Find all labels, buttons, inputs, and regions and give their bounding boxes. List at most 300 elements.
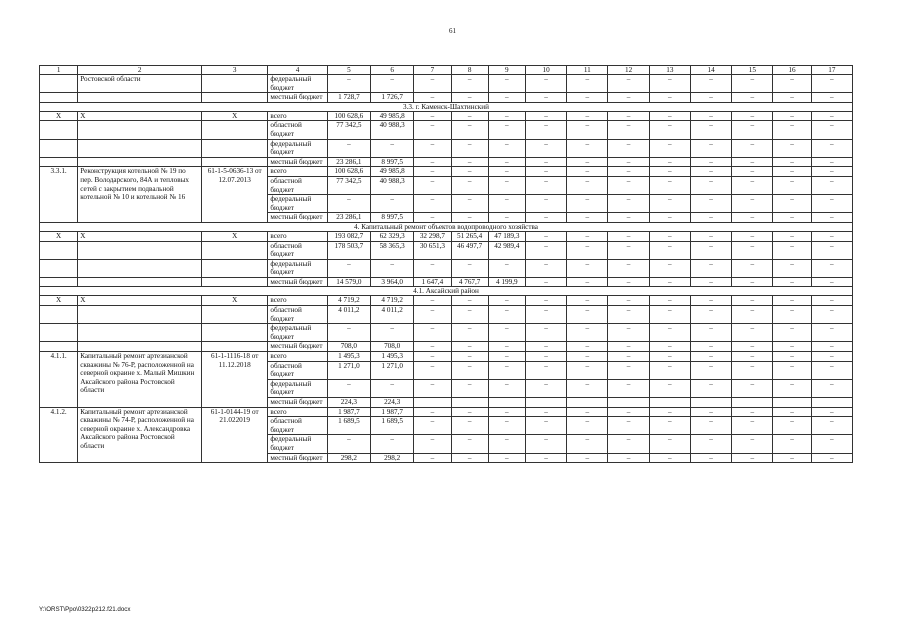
value-cell: –	[732, 435, 773, 453]
table-row	[40, 324, 853, 342]
value-cell: –	[451, 453, 488, 463]
budget-source-cell: областной бюджет	[268, 121, 327, 139]
value-cell: –	[732, 139, 773, 157]
value-cell: 1 689,5	[371, 417, 414, 435]
value-cell: –	[608, 75, 649, 93]
value-cell: –	[608, 342, 649, 352]
document-ref-cell: X	[201, 111, 267, 121]
value-cell: –	[525, 435, 566, 453]
section-heading-row	[40, 102, 853, 111]
value-cell: –	[811, 361, 852, 379]
value-cell: –	[488, 324, 525, 342]
object-name-cell: X	[78, 111, 202, 121]
value-cell: 32 298,7	[414, 231, 451, 241]
value-cell: –	[732, 75, 773, 93]
value-cell: 4 199,9	[488, 277, 525, 287]
value-cell: –	[811, 342, 852, 352]
document-ref-cell	[201, 75, 267, 93]
value-cell: –	[773, 361, 811, 379]
value-cell	[608, 398, 649, 408]
item-number-cell	[40, 259, 78, 277]
value-cell: –	[732, 93, 773, 103]
object-name-cell: X	[78, 231, 202, 241]
item-number-cell	[40, 157, 78, 167]
budget-table	[39, 65, 853, 463]
budget-source-cell: всего	[268, 111, 327, 121]
value-cell: –	[649, 379, 690, 397]
value-cell: 298,2	[327, 453, 370, 463]
column-number: 10	[525, 66, 566, 75]
value-cell: –	[327, 259, 370, 277]
table-row	[40, 407, 853, 417]
document-ref-cell: 61-1-5-0636-13 от 12.07.2013	[201, 167, 267, 223]
value-cell: –	[608, 324, 649, 342]
value-cell: –	[649, 342, 690, 352]
value-cell: –	[451, 167, 488, 177]
value-cell: –	[451, 75, 488, 93]
object-name-cell	[78, 342, 202, 352]
value-cell: –	[690, 75, 731, 93]
value-cell: 1 495,3	[371, 352, 414, 362]
value-cell: –	[608, 139, 649, 157]
value-cell: –	[690, 453, 731, 463]
value-cell: –	[690, 435, 731, 453]
value-cell: –	[773, 75, 811, 93]
value-cell: –	[414, 342, 451, 352]
value-cell: –	[732, 361, 773, 379]
object-name-cell: Капитальный ремонт артезианской скважины № 74-Р, расположенной на северной окраине х. Александровка Аксайского района Ростовской области	[78, 407, 202, 463]
value-cell: –	[567, 277, 608, 287]
value-cell: –	[608, 176, 649, 194]
value-cell: –	[811, 379, 852, 397]
value-cell: –	[414, 111, 451, 121]
column-number: 7	[414, 66, 451, 75]
value-cell: –	[567, 453, 608, 463]
object-name-cell	[78, 241, 202, 259]
budget-source-cell: местный бюджет	[268, 342, 327, 352]
value-cell: –	[525, 241, 566, 259]
value-cell: –	[414, 259, 451, 277]
budget-source-cell: федеральный бюджет	[268, 75, 327, 93]
value-cell: –	[451, 121, 488, 139]
value-cell: –	[567, 352, 608, 362]
value-cell: 4 011,2	[371, 306, 414, 324]
value-cell: –	[690, 342, 731, 352]
table-row	[40, 167, 853, 177]
table-row	[40, 111, 853, 121]
budget-source-cell: областной бюджет	[268, 241, 327, 259]
value-cell: –	[690, 231, 731, 241]
value-cell: –	[525, 306, 566, 324]
value-cell: 224,3	[371, 398, 414, 408]
value-cell: –	[488, 167, 525, 177]
value-cell: 77 342,5	[327, 121, 370, 139]
value-cell: –	[732, 157, 773, 167]
value-cell: –	[488, 342, 525, 352]
value-cell: –	[690, 167, 731, 177]
page-number: 61	[449, 27, 456, 35]
value-cell: –	[608, 111, 649, 121]
value-cell	[488, 398, 525, 408]
object-name-cell	[78, 121, 202, 139]
item-number-cell	[40, 241, 78, 259]
column-number: 3	[201, 66, 267, 75]
table-row	[40, 139, 853, 157]
value-cell: –	[525, 213, 566, 223]
value-cell: 4 719,2	[327, 296, 370, 306]
value-cell: 30 651,3	[414, 241, 451, 259]
value-cell: –	[451, 296, 488, 306]
value-cell: 193 082,7	[327, 231, 370, 241]
document-ref-cell	[201, 306, 267, 324]
value-cell: –	[327, 139, 370, 157]
budget-source-cell: местный бюджет	[268, 398, 327, 408]
value-cell: –	[649, 167, 690, 177]
value-cell: –	[811, 111, 852, 121]
value-cell: –	[567, 93, 608, 103]
value-cell: 100 628,6	[327, 167, 370, 177]
value-cell: 40 988,3	[371, 176, 414, 194]
value-cell: 708,0	[327, 342, 370, 352]
value-cell: –	[567, 296, 608, 306]
value-cell: –	[773, 231, 811, 241]
item-number-cell: 4.1.1.	[40, 352, 78, 408]
item-number-cell: X	[40, 231, 78, 241]
value-cell: –	[773, 176, 811, 194]
value-cell: –	[567, 324, 608, 342]
value-cell: 1 987,7	[327, 407, 370, 417]
value-cell: –	[451, 306, 488, 324]
column-number: 2	[78, 66, 202, 75]
value-cell: –	[649, 361, 690, 379]
value-cell: –	[649, 231, 690, 241]
value-cell: –	[811, 75, 852, 93]
document-ref-cell	[201, 93, 267, 103]
value-cell: –	[451, 176, 488, 194]
value-cell: 4 767,7	[451, 277, 488, 287]
budget-source-cell: областной бюджет	[268, 417, 327, 435]
budget-source-cell: всего	[268, 231, 327, 241]
value-cell: –	[488, 157, 525, 167]
value-cell: –	[732, 167, 773, 177]
value-cell: –	[773, 241, 811, 259]
budget-source-cell: местный бюджет	[268, 157, 327, 167]
budget-source-cell: федеральный бюджет	[268, 324, 327, 342]
column-number: 16	[773, 66, 811, 75]
value-cell: –	[608, 195, 649, 213]
column-number: 4	[268, 66, 327, 75]
budget-source-cell: областной бюджет	[268, 306, 327, 324]
value-cell: –	[773, 342, 811, 352]
value-cell: –	[649, 121, 690, 139]
value-cell: –	[327, 75, 370, 93]
value-cell: –	[525, 93, 566, 103]
section-heading: 3.3. г. Каменск-Шахтинский	[40, 102, 853, 111]
value-cell: 100 628,6	[327, 111, 370, 121]
value-cell: –	[525, 121, 566, 139]
value-cell: –	[488, 176, 525, 194]
value-cell: –	[690, 352, 731, 362]
value-cell: –	[567, 241, 608, 259]
budget-source-cell: всего	[268, 407, 327, 417]
value-cell: 77 342,5	[327, 176, 370, 194]
value-cell: –	[608, 241, 649, 259]
value-cell: 3 964,0	[371, 277, 414, 287]
value-cell: –	[811, 435, 852, 453]
value-cell: –	[773, 167, 811, 177]
value-cell: –	[732, 213, 773, 223]
value-cell: –	[608, 93, 649, 103]
value-cell	[414, 398, 451, 408]
value-cell: –	[608, 231, 649, 241]
value-cell: –	[567, 195, 608, 213]
item-number-cell: X	[40, 111, 78, 121]
object-name-cell	[78, 139, 202, 157]
item-number-cell	[40, 139, 78, 157]
value-cell: –	[488, 296, 525, 306]
value-cell: –	[690, 296, 731, 306]
value-cell: –	[488, 379, 525, 397]
value-cell: –	[773, 296, 811, 306]
value-cell: 4 011,2	[327, 306, 370, 324]
value-cell: –	[525, 139, 566, 157]
value-cell: –	[649, 324, 690, 342]
value-cell: –	[773, 417, 811, 435]
value-cell: –	[414, 296, 451, 306]
value-cell: –	[649, 213, 690, 223]
value-cell: –	[690, 306, 731, 324]
value-cell: –	[608, 379, 649, 397]
section-heading: 4. Капитальный ремонт объектов водопроводного хозяйства	[40, 222, 853, 231]
value-cell: –	[649, 417, 690, 435]
value-cell: –	[327, 195, 370, 213]
value-cell: –	[811, 139, 852, 157]
file-path-footer: Y:\ORST\Ppo\0322p212.f21.docx	[39, 606, 131, 613]
budget-source-cell: местный бюджет	[268, 277, 327, 287]
value-cell: 708,0	[371, 342, 414, 352]
document-ref-cell: 61-1-0144-19 от 21.022019	[201, 407, 267, 463]
value-cell: –	[690, 259, 731, 277]
value-cell: –	[451, 213, 488, 223]
value-cell: –	[451, 111, 488, 121]
value-cell: –	[690, 93, 731, 103]
value-cell: –	[414, 306, 451, 324]
value-cell: –	[732, 306, 773, 324]
value-cell: –	[608, 306, 649, 324]
value-cell: –	[690, 379, 731, 397]
value-cell: –	[451, 342, 488, 352]
object-name-cell: Реконструкция котельной № 19 по пер. Володарского, 84А и тепловых сетей с закрытием подвальной котельной № 10 и котельной № 16	[78, 167, 202, 223]
table-row	[40, 121, 853, 139]
value-cell: –	[732, 296, 773, 306]
value-cell: –	[371, 195, 414, 213]
value-cell: –	[732, 231, 773, 241]
table-row	[40, 352, 853, 362]
value-cell: –	[371, 75, 414, 93]
value-cell: 1 689,5	[327, 417, 370, 435]
value-cell: –	[649, 139, 690, 157]
value-cell: –	[451, 195, 488, 213]
value-cell: –	[488, 195, 525, 213]
item-number-cell	[40, 75, 78, 93]
value-cell: –	[567, 361, 608, 379]
value-cell: –	[488, 453, 525, 463]
table-row	[40, 231, 853, 241]
value-cell: 40 988,3	[371, 121, 414, 139]
value-cell: –	[773, 324, 811, 342]
value-cell: –	[567, 139, 608, 157]
table-row	[40, 259, 853, 277]
value-cell: –	[414, 157, 451, 167]
value-cell: –	[649, 241, 690, 259]
value-cell: –	[608, 277, 649, 287]
column-number: 15	[732, 66, 773, 75]
value-cell: –	[525, 407, 566, 417]
value-cell: –	[811, 157, 852, 167]
value-cell: –	[525, 111, 566, 121]
table-row	[40, 342, 853, 352]
budget-source-cell: местный бюджет	[268, 453, 327, 463]
budget-source-cell: федеральный бюджет	[268, 259, 327, 277]
value-cell: 47 189,3	[488, 231, 525, 241]
value-cell: –	[608, 213, 649, 223]
value-cell: –	[649, 296, 690, 306]
value-cell: –	[327, 435, 370, 453]
value-cell: –	[414, 324, 451, 342]
budget-source-cell: областной бюджет	[268, 176, 327, 194]
value-cell: 49 985,8	[371, 111, 414, 121]
value-cell: –	[811, 213, 852, 223]
value-cell: –	[811, 259, 852, 277]
value-cell: –	[488, 259, 525, 277]
document-ref-cell	[201, 139, 267, 157]
value-cell: –	[649, 306, 690, 324]
value-cell: –	[488, 306, 525, 324]
value-cell: –	[732, 453, 773, 463]
value-cell: –	[525, 379, 566, 397]
value-cell: –	[488, 111, 525, 121]
value-cell: –	[488, 417, 525, 435]
value-cell: –	[567, 435, 608, 453]
value-cell: –	[451, 361, 488, 379]
budget-source-cell: местный бюджет	[268, 213, 327, 223]
value-cell: –	[525, 277, 566, 287]
value-cell: –	[649, 75, 690, 93]
value-cell: –	[732, 259, 773, 277]
value-cell: –	[525, 75, 566, 93]
value-cell: –	[488, 435, 525, 453]
object-name-cell	[78, 306, 202, 324]
value-cell: –	[732, 324, 773, 342]
column-number: 8	[451, 66, 488, 75]
value-cell: –	[608, 121, 649, 139]
section-heading-row	[40, 222, 853, 231]
value-cell: –	[371, 379, 414, 397]
value-cell	[525, 398, 566, 408]
table-row	[40, 93, 853, 103]
value-cell: –	[327, 379, 370, 397]
value-cell: –	[649, 407, 690, 417]
value-cell: –	[451, 259, 488, 277]
value-cell: –	[690, 361, 731, 379]
value-cell: –	[567, 417, 608, 435]
value-cell: –	[773, 352, 811, 362]
value-cell: –	[414, 407, 451, 417]
value-cell: –	[732, 342, 773, 352]
value-cell: –	[451, 93, 488, 103]
value-cell: –	[451, 352, 488, 362]
item-number-cell: X	[40, 296, 78, 306]
value-cell: –	[649, 277, 690, 287]
value-cell: –	[414, 213, 451, 223]
value-cell	[649, 398, 690, 408]
value-cell: –	[451, 379, 488, 397]
value-cell: –	[811, 176, 852, 194]
value-cell: –	[690, 176, 731, 194]
value-cell: –	[525, 195, 566, 213]
value-cell: –	[608, 435, 649, 453]
document-ref-cell	[201, 324, 267, 342]
value-cell: –	[451, 407, 488, 417]
value-cell: –	[732, 241, 773, 259]
object-name-cell: Ростовской области	[78, 75, 202, 93]
value-cell: –	[567, 111, 608, 121]
value-cell: –	[732, 121, 773, 139]
value-cell: –	[773, 139, 811, 157]
column-number: 5	[327, 66, 370, 75]
value-cell: –	[567, 231, 608, 241]
section-heading: 4.1. Аксайский район	[40, 287, 853, 296]
value-cell: –	[649, 157, 690, 167]
value-cell: –	[811, 407, 852, 417]
value-cell: –	[732, 417, 773, 435]
value-cell: –	[690, 195, 731, 213]
value-cell: –	[525, 231, 566, 241]
value-cell: –	[811, 277, 852, 287]
value-cell: –	[811, 231, 852, 241]
value-cell: –	[690, 407, 731, 417]
column-number: 12	[608, 66, 649, 75]
value-cell: –	[773, 259, 811, 277]
item-number-cell: 4.1.2.	[40, 407, 78, 463]
value-cell: 1 647,4	[414, 277, 451, 287]
value-cell: 1 271,0	[371, 361, 414, 379]
item-number-cell: 3.3.1.	[40, 167, 78, 223]
budget-source-cell: местный бюджет	[268, 93, 327, 103]
budget-source-cell: областной бюджет	[268, 361, 327, 379]
value-cell: –	[649, 259, 690, 277]
value-cell: –	[371, 259, 414, 277]
value-cell: –	[608, 157, 649, 167]
table-row	[40, 75, 853, 93]
value-cell: –	[525, 167, 566, 177]
table-row	[40, 157, 853, 167]
value-cell: –	[525, 296, 566, 306]
item-number-cell	[40, 121, 78, 139]
value-cell: –	[811, 241, 852, 259]
value-cell: –	[414, 417, 451, 435]
table-row	[40, 306, 853, 324]
value-cell: 224,3	[327, 398, 370, 408]
value-cell: –	[649, 435, 690, 453]
value-cell: –	[488, 93, 525, 103]
value-cell: –	[608, 453, 649, 463]
document-ref-cell: X	[201, 296, 267, 306]
value-cell: 8 997,5	[371, 213, 414, 223]
value-cell: 4 719,2	[371, 296, 414, 306]
value-cell: –	[773, 453, 811, 463]
value-cell: –	[371, 435, 414, 453]
